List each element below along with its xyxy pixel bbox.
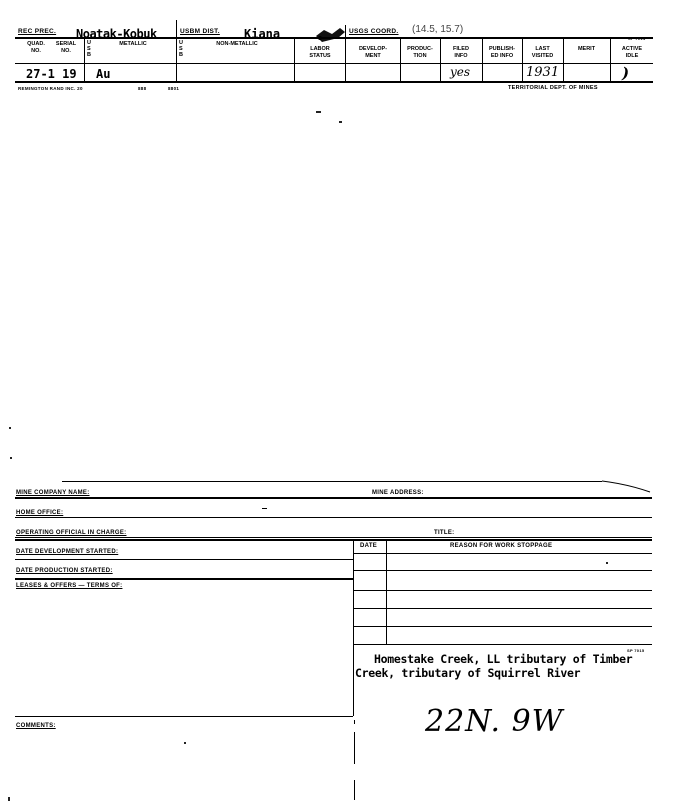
comments-label: COMMENTS: [16, 723, 56, 729]
reason-col-header: REASON FOR WORK STOPPAGE [450, 543, 553, 549]
printer-code-2: 8801 [168, 86, 180, 91]
form-code-bottom: SP 7015 [627, 648, 645, 653]
col-last-visited: LAST VISITED [531, 46, 554, 59]
speck [262, 508, 267, 509]
stamp-mark [312, 22, 348, 44]
col-labor-status: LABOR STATUS [309, 46, 331, 59]
col-quad-no: QUAD. NO. [27, 41, 45, 54]
col-production: PRODUC- TION [407, 46, 433, 59]
col-usb-metallic: U S B [87, 40, 91, 58]
usbm-dist-value: Kiana [244, 27, 281, 41]
date-col-header: DATE [360, 543, 378, 549]
date-development-started-label: DATE DEVELOPMENT STARTED: [16, 549, 119, 555]
cell-filed-info: yes [450, 65, 471, 79]
cell-last-visited: 1931 [526, 65, 560, 80]
col-filed-info: FILED INFO [453, 46, 469, 59]
col-merit: MERIT [577, 46, 596, 52]
rec-prec-label: REC PREC. [18, 28, 57, 35]
printer-code-1: 888 [138, 86, 147, 91]
col-usb-nonmetallic: U S B [179, 40, 183, 58]
location-line-2: Creek, tributary of Squirrel River [355, 666, 581, 680]
col-non-metallic: NON-METALLIC [216, 41, 258, 47]
date-production-started-label: DATE PRODUCTION STARTED: [16, 568, 113, 574]
cell-metallic: Au [96, 67, 111, 81]
col-serial-no: SERIAL NO. [55, 41, 77, 54]
corner-curl [602, 478, 652, 496]
usgs-coord-value: (14.5, 15.7) [412, 24, 464, 35]
title-label: TITLE: [434, 530, 455, 536]
col-development: DEVELOP- MENT [358, 46, 388, 59]
agency-name: TERRITORIAL DEPT. OF MINES [508, 85, 598, 91]
col-active-idle: ACTIVE IDLE [621, 46, 643, 59]
mine-company-name-label: MINE COMPANY NAME: [16, 490, 90, 496]
form-code-top: SP 7014 [628, 36, 646, 41]
speck [339, 121, 342, 123]
speck [10, 457, 12, 459]
location-line-1: Homestake Creek, LL tributary of Timber [374, 652, 633, 666]
mine-address-label: MINE ADDRESS: [372, 490, 424, 496]
speck [9, 427, 11, 429]
handwritten-township: 22N. 9W [425, 704, 564, 739]
speck [606, 562, 608, 564]
cell-quad-serial: 27-1 19 [26, 67, 77, 81]
speck [316, 111, 321, 113]
cell-active-idle: ) [622, 64, 630, 82]
speck [184, 742, 186, 744]
leases-offers-label: LEASES & OFFERS — TERMS OF: [16, 583, 123, 589]
usgs-coord-label: USGS COORD. [349, 28, 399, 35]
operating-official-label: OPERATING OFFICIAL IN CHARGE: [16, 530, 127, 536]
printer-line: REMINGTON RAND INC. 20 [18, 86, 83, 91]
speck [8, 797, 10, 801]
usbm-dist-label: USBM DIST. [180, 28, 220, 35]
home-office-label: HOME OFFICE: [16, 510, 64, 516]
col-metallic: METALLIC [119, 41, 147, 47]
col-published-info: PUBLISH- ED INFO [489, 46, 515, 59]
rec-prec-value: Noatak-Kobuk [76, 27, 157, 41]
